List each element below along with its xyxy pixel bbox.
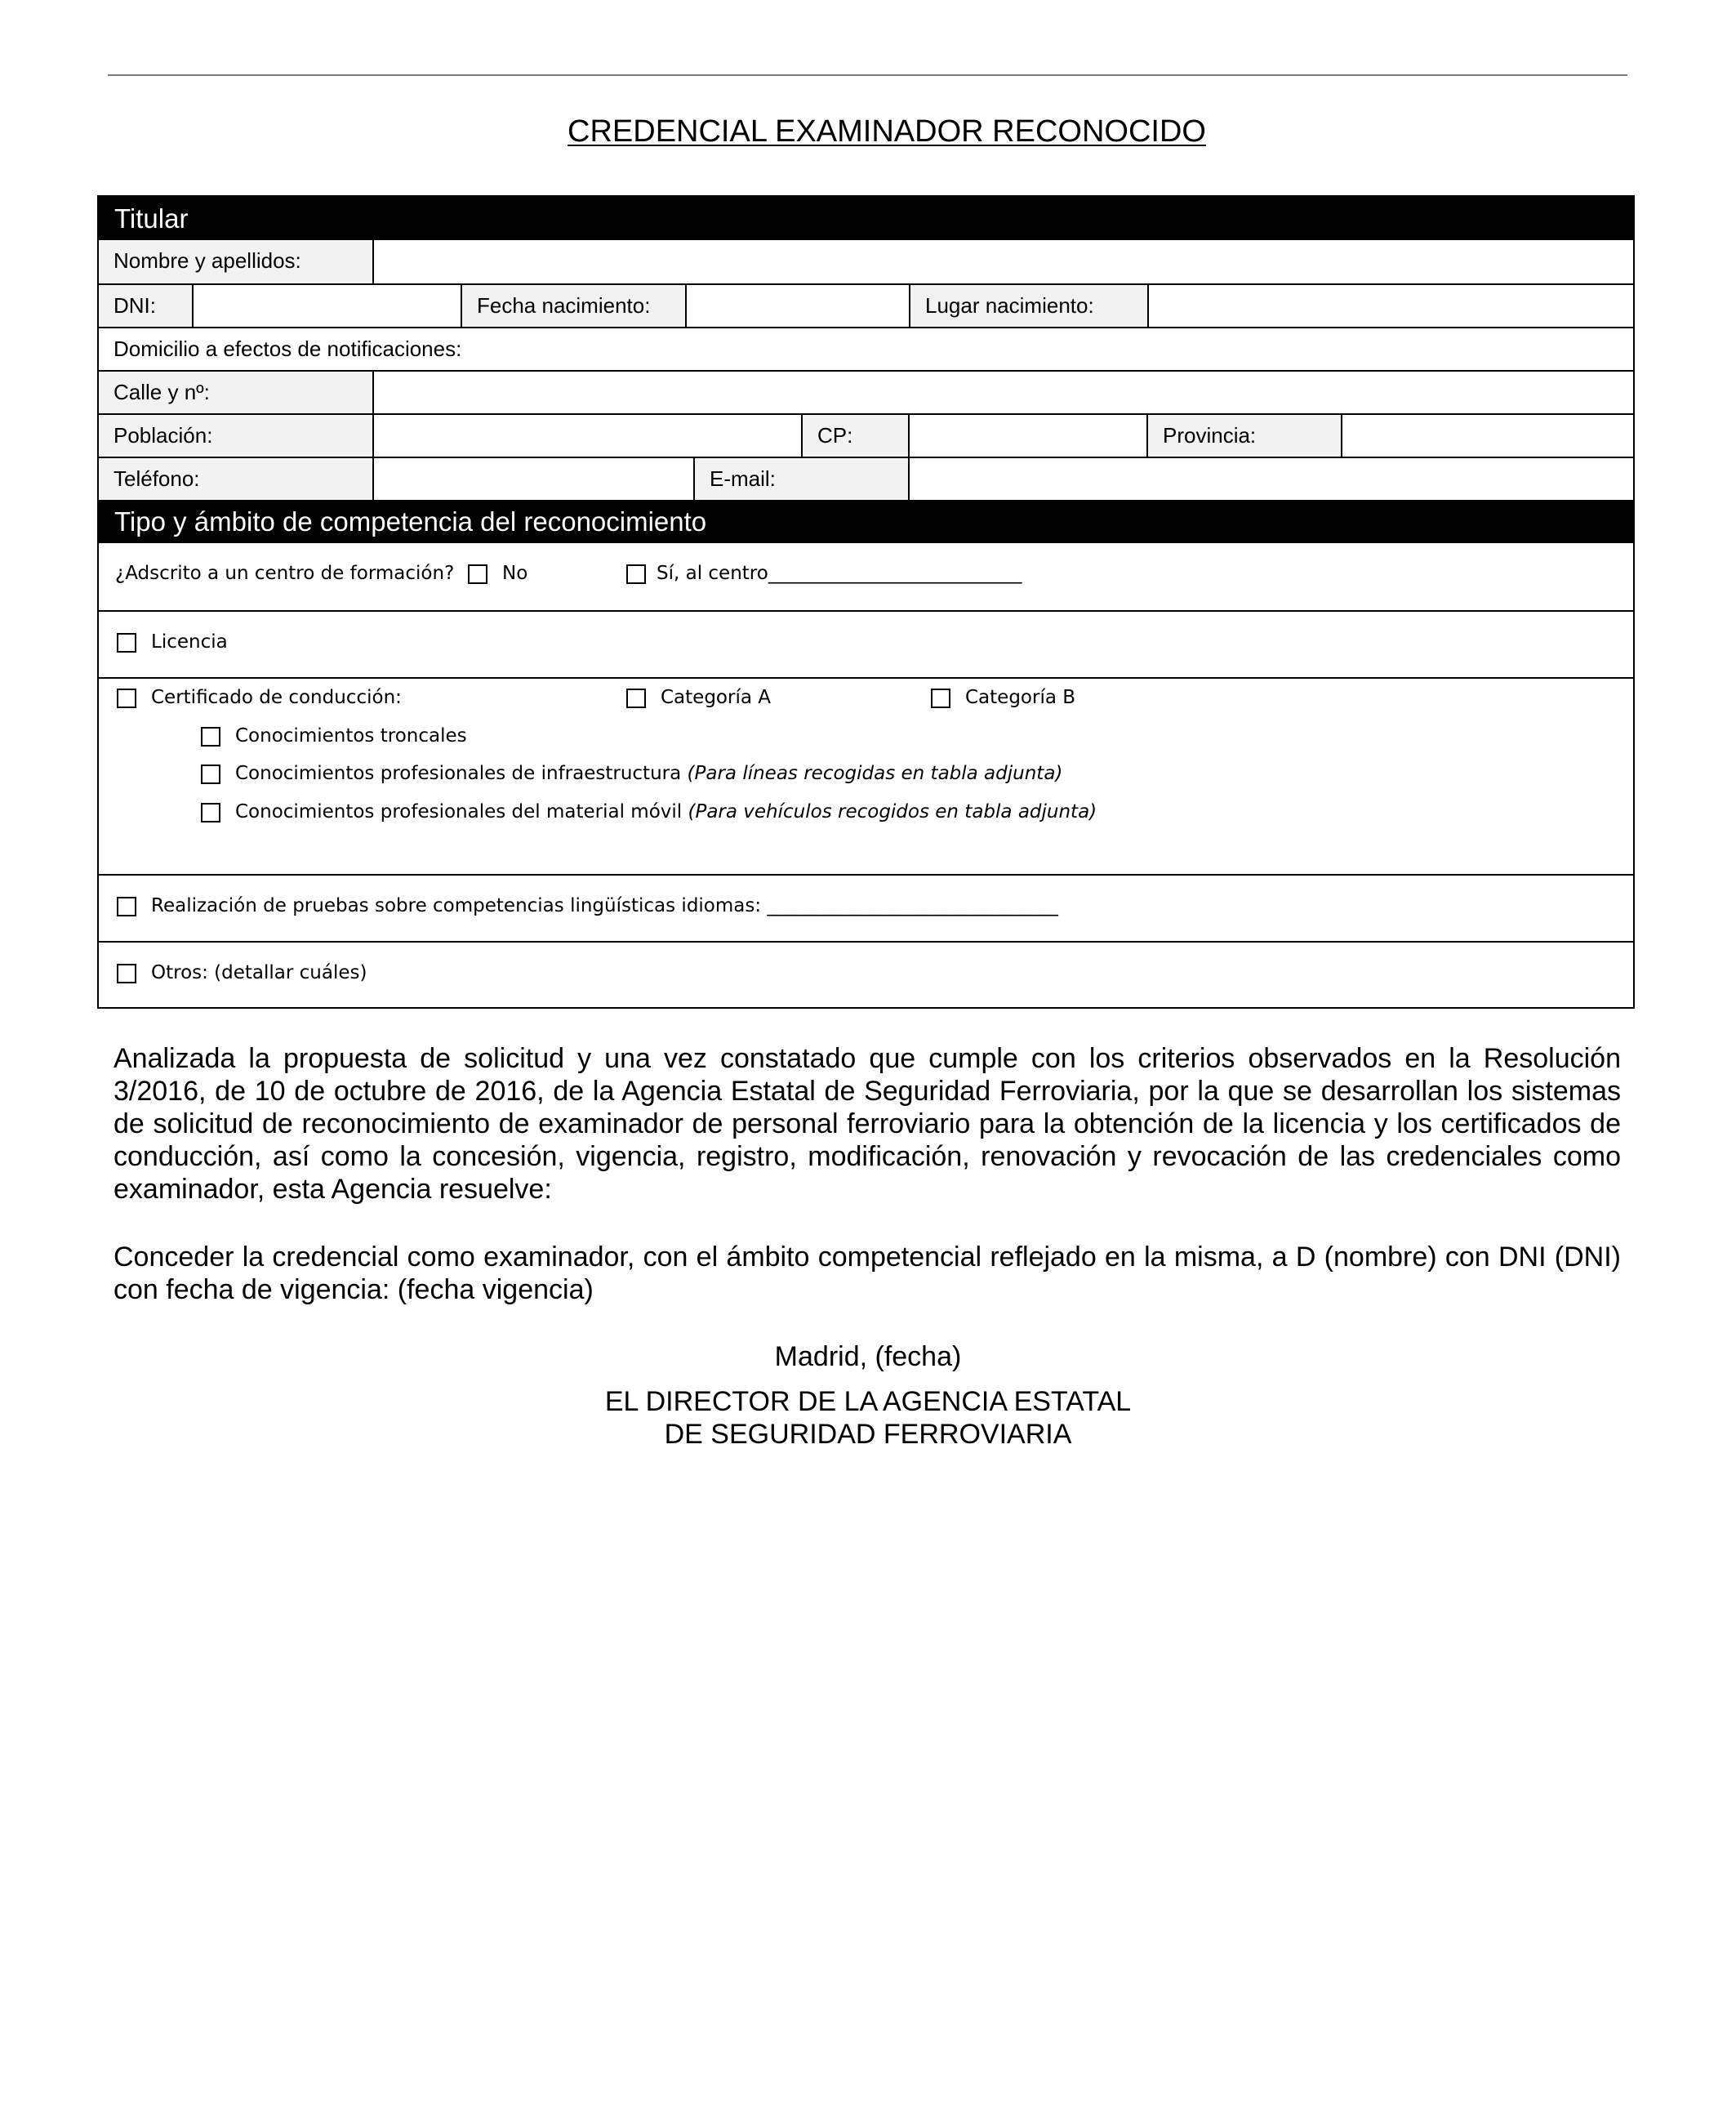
infraestructura-checkbox[interactable]	[201, 765, 220, 784]
domicilio-label: Domicilio a efectos de notificaciones:	[99, 328, 1633, 370]
document-title: CREDENCIAL EXAMINADOR RECONOCIDO	[568, 114, 1206, 149]
certificado-checkbox[interactable]	[117, 689, 136, 708]
credential-form	[97, 195, 1635, 1009]
poblacion-field[interactable]	[372, 415, 801, 457]
row-otros	[99, 941, 1633, 1007]
signatory-line-1: EL DIRECTOR DE LA AGENCIA ESTATAL	[604, 1386, 1132, 1417]
row-telefono	[99, 457, 1633, 500]
material-movil-text	[235, 801, 1097, 822]
provincia-field[interactable]	[1341, 415, 1633, 457]
email-label: E-mail:	[693, 458, 908, 500]
infraestructura-note: (Para líneas recogidas en tabla adjunta)	[687, 763, 1063, 784]
dni-label: DNI:	[99, 285, 192, 327]
infraestructura-label: Conocimientos profesionales de infraestructura	[235, 763, 682, 784]
row-poblacion	[99, 413, 1633, 457]
row-calle	[99, 370, 1633, 413]
cp-label: CP:	[801, 415, 908, 457]
otros-checkbox[interactable]	[117, 964, 136, 983]
adscrito-si-checkbox[interactable]	[626, 564, 646, 584]
provincia-label: Provincia:	[1146, 415, 1341, 457]
licencia-label: Licencia	[151, 631, 228, 653]
adscrito-no-checkbox[interactable]	[468, 564, 487, 584]
cp-field[interactable]	[908, 415, 1146, 457]
telefono-field[interactable]	[372, 458, 693, 500]
row-certificado	[99, 677, 1633, 874]
otros-label: Otros: (detallar cuáles)	[151, 962, 367, 983]
row-dni	[99, 283, 1633, 327]
section-header-competencia: Tipo y ámbito de competencia del reconocimiento	[99, 500, 1633, 543]
concession-paragraph: Conceder la credencial como examinador, con el ámbito competencial reflejado en la misma, a D (nombre) con DNI (DNI) con fecha de vigencia: (fecha vigencia)	[114, 1241, 1621, 1305]
row-nombre	[99, 240, 1633, 283]
nombre-field[interactable]	[372, 240, 1633, 283]
dni-field[interactable]	[192, 285, 461, 327]
fecha-nacimiento-field[interactable]	[685, 285, 909, 327]
categoria-a-checkbox[interactable]	[626, 689, 646, 708]
fecha-nacimiento-label: Fecha nacimiento:	[461, 285, 685, 327]
place-date: Madrid, (fecha)	[774, 1341, 962, 1372]
top-rule	[108, 74, 1627, 76]
troncales-checkbox[interactable]	[201, 727, 220, 747]
section-header-titular: Titular	[99, 197, 1633, 240]
troncales-label: Conocimientos troncales	[235, 725, 467, 747]
signatory-line-2: DE SEGURIDAD FERROVIARIA	[664, 1419, 1072, 1450]
poblacion-label: Población:	[99, 415, 372, 457]
categoria-b-checkbox[interactable]	[931, 689, 950, 708]
email-field[interactable]	[908, 458, 1633, 500]
categoria-b-label: Categoría B	[965, 687, 1076, 708]
calle-label: Calle y nº:	[99, 372, 372, 413]
certificado-label: Certificado de conducción:	[151, 687, 402, 708]
licencia-checkbox[interactable]	[117, 633, 136, 653]
linguisticas-checkbox[interactable]	[117, 897, 136, 916]
row-adscrito	[99, 543, 1633, 610]
adscrito-no-label: No	[502, 563, 528, 584]
lugar-nacimiento-field[interactable]	[1147, 285, 1633, 327]
nombre-label: Nombre y apellidos:	[99, 240, 372, 283]
row-licencia	[99, 610, 1633, 677]
infraestructura-text	[235, 763, 1062, 784]
adscrito-si-label: Sí, al centro___________________________	[657, 563, 1022, 584]
row-linguisticas	[99, 874, 1633, 941]
adscrito-question: ¿Adscrito a un centro de formación?	[115, 563, 455, 584]
categoria-a-label: Categoría A	[661, 687, 771, 708]
resolution-paragraph: Analizada la propuesta de solicitud y una vez constatado que cumple con los criterios observados en la Resolución 3/2016, de 10 de octubre de 2016, de la Agencia Estatal de Seguridad Ferroviaria, por la que se desarrollan los sistemas de solicitud de reconocimiento de examinador de personal ferroviario para la obtención de la licencia y los certificados de conducción, así como la concesión, vigencia, registro, modificación, renovación y revocación de las credenciales como examinador, esta Agencia resuelve:	[114, 1043, 1621, 1205]
row-domicilio	[99, 327, 1633, 370]
telefono-label: Teléfono:	[99, 458, 372, 500]
material-movil-checkbox[interactable]	[201, 803, 220, 822]
material-movil-note: (Para vehículos recogidos en tabla adjunta)	[688, 801, 1097, 822]
material-movil-label: Conocimientos profesionales del material móvil	[235, 801, 683, 822]
calle-field[interactable]	[372, 372, 1633, 413]
lugar-nacimiento-label: Lugar nacimiento:	[909, 285, 1147, 327]
linguisticas-label: Realización de pruebas sobre competencias lingüísticas idiomas: _______________________________	[151, 895, 1058, 916]
